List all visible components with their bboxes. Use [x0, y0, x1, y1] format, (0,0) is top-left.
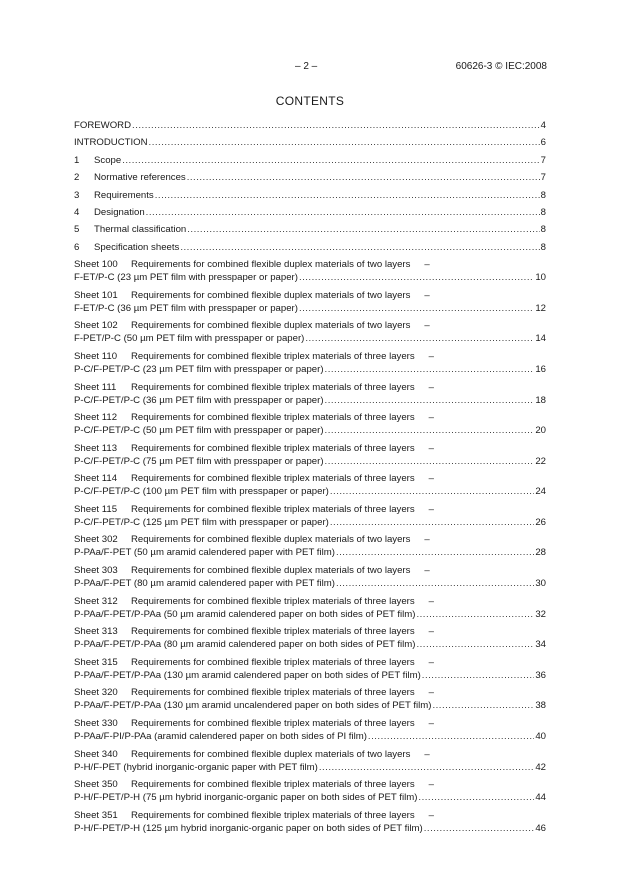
toc-sheet-title-line: [74, 748, 546, 761]
toc-sheet-id: Sheet 315: [74, 656, 118, 668]
toc-leader-dots: [180, 241, 539, 254]
toc-sheet-entry[interactable]: [74, 350, 546, 376]
toc-sheet-dash: –: [428, 718, 435, 730]
toc-leader-dots: [336, 546, 534, 559]
toc-sheet-title: Requirements for combined flexible duplex materials of two layers: [131, 289, 411, 301]
toc-sheet-sub-line: [74, 669, 546, 682]
toc-page-number: 8: [540, 189, 546, 201]
toc-sheet-title-line: [74, 472, 546, 485]
toc-sheet-dash: –: [428, 350, 435, 362]
toc-sheet-title-line: [74, 809, 546, 822]
toc-sheet-entry[interactable]: [74, 717, 546, 743]
toc-sheet-entry[interactable]: [74, 564, 546, 590]
toc-section-entry[interactable]: [74, 189, 546, 206]
toc-section-number: 6: [74, 241, 80, 253]
toc-section-entry[interactable]: [74, 223, 546, 240]
contents-title: CONTENTS: [275, 94, 345, 108]
toc-leader-dots: [149, 136, 540, 149]
toc-section-label: Normative references: [94, 172, 186, 184]
toc-section-entry[interactable]: [74, 206, 546, 223]
toc-page-number: 20: [535, 425, 546, 437]
toc-sheet-subtitle: P-H/F-PET (hybrid inorganic-organic paper with PET film): [74, 761, 318, 773]
toc-sheet-subtitle: P-PAa/F-PET (80 µm aramid calendered paper with PET film): [74, 578, 335, 590]
toc-section-label: Thermal classification: [94, 224, 187, 236]
toc-sheet-entry[interactable]: [74, 289, 546, 315]
toc-page-number: 30: [535, 578, 546, 590]
toc-section-number: 2: [74, 172, 80, 184]
toc-leader-dots: [325, 394, 535, 407]
toc-sheet-sub-line: [74, 271, 546, 284]
toc-page-number: 4: [540, 120, 546, 131]
toc-sheet-title-line: [74, 442, 546, 455]
toc-sheet-id: Sheet 112: [74, 412, 118, 424]
toc-sheet-sub-line: [74, 730, 546, 743]
toc-page-number: 8: [540, 224, 546, 236]
toc-sheet-sub-line: [74, 485, 546, 498]
toc-section-entry[interactable]: [74, 171, 546, 188]
toc-sheet-entry[interactable]: [74, 472, 546, 498]
toc-sheet-dash: –: [424, 748, 430, 760]
toc-section-entry[interactable]: [74, 241, 546, 258]
toc-sheet-id: Sheet 320: [74, 687, 118, 699]
toc-sheet-title-line: [74, 350, 546, 363]
toc-sheet-title-line: [74, 778, 546, 791]
toc-sheet-title: Requirements for combined flexible triplex materials of three layers: [131, 503, 415, 515]
toc-sheet-dash: –: [424, 565, 430, 577]
toc-leader-dots: [418, 791, 534, 804]
toc-page-number: 10: [535, 272, 546, 284]
page-number: – 2 –: [295, 61, 318, 72]
toc-page-number: 7: [540, 154, 546, 166]
toc-leader-dots: [330, 516, 534, 529]
toc-sheet-sub-line: [74, 332, 546, 345]
toc-leader-dots: [187, 171, 540, 184]
toc-sheet-title: Requirements for combined flexible triplex materials of three layers: [131, 779, 415, 791]
toc-leader-dots: [325, 424, 535, 437]
toc-sheet-sub-line: [74, 302, 546, 315]
toc-sheet-sub-line: [74, 455, 546, 468]
toc-sheet-title: Requirements for combined flexible triplex materials of three layers: [131, 381, 415, 393]
toc-entry[interactable]: [74, 136, 546, 153]
toc-page-number: 44: [535, 792, 546, 804]
toc-sheet-entry[interactable]: [74, 258, 546, 284]
toc-sheet-id: Sheet 312: [74, 595, 118, 607]
toc-leader-dots: [416, 638, 534, 651]
toc-sheet-id: Sheet 351: [74, 809, 118, 821]
toc-sheet-dash: –: [428, 687, 435, 699]
toc-sheet-title-line: [74, 503, 546, 516]
toc-sheet-title-line: [74, 258, 546, 271]
toc-leader-dots: [122, 154, 539, 167]
toc-sheet-subtitle: P-PAa/F-PET/P-PAa (130 µm aramid uncalendered paper on both sides of PET film): [74, 700, 432, 712]
toc-sheet-dash: –: [428, 503, 435, 515]
toc-sheet-title: Requirements for combined flexible triplex materials of three layers: [131, 718, 415, 730]
toc-sheet-id: Sheet 302: [74, 534, 118, 546]
toc-sheet-sub-line: [74, 577, 546, 590]
toc-sheet-subtitle: P-PAa/F-PET/P-PAa (80 µm aramid calendered paper on both sides of PET film): [74, 639, 416, 651]
toc-sheet-title-line: [74, 717, 546, 730]
toc-sheet-subtitle: P-PAa/F-PET/P-PAa (130 µm aramid calendered paper on both sides of PET film): [74, 669, 421, 681]
toc-section-number: 1: [74, 154, 80, 166]
toc-page-number: 38: [535, 700, 546, 712]
toc-sheet-dash: –: [424, 534, 430, 546]
toc-page-number: 32: [535, 608, 546, 620]
toc-leader-dots: [325, 455, 535, 468]
toc-page-number: 36: [535, 669, 546, 681]
toc-section-entry[interactable]: [74, 154, 546, 171]
toc-sheet-entry[interactable]: [74, 625, 546, 651]
toc-leader-dots: [187, 223, 539, 236]
toc-sheet-title: Requirements for combined flexible triplex materials of three layers: [131, 473, 415, 485]
toc-sheet-title-line: [74, 686, 546, 699]
toc-page-number: 8: [540, 241, 546, 253]
toc-sheet-title: Requirements for combined flexible triplex materials of three layers: [131, 626, 415, 638]
toc-sheet-title-line: [74, 656, 546, 669]
toc-sheet-id: Sheet 313: [74, 626, 118, 638]
document-reference: 60626-3 © IEC:2008: [455, 61, 547, 72]
toc-sheet-sub-line: [74, 638, 546, 651]
toc-sheet-dash: –: [428, 626, 435, 638]
toc-sheet-subtitle: P-PAa/F-PET (50 µm aramid calendered paper with PET film): [74, 547, 335, 559]
toc-leader-dots: [299, 302, 534, 315]
table-of-contents: [74, 119, 546, 839]
toc-sheet-title-line: [74, 595, 546, 608]
toc-sheet-dash: –: [428, 442, 435, 454]
toc-sheet-sub-line: [74, 822, 546, 835]
toc-sheet-sub-line: [74, 394, 546, 407]
toc-page-number: 34: [535, 639, 546, 651]
toc-sheet-sub-line: [74, 363, 546, 376]
toc-sheet-title: Requirements for combined flexible triplex materials of three layers: [131, 687, 415, 699]
toc-sheet-title-line: [74, 381, 546, 394]
toc-sheet-subtitle: P-C/F-PET/P-C (50 µm PET film with presspaper or paper): [74, 425, 324, 437]
toc-entry[interactable]: [74, 119, 546, 136]
toc-sheet-subtitle: P-C/F-PET/P-C (125 µm PET film with presspaper or paper): [74, 516, 329, 528]
toc-sheet-id: Sheet 350: [74, 779, 118, 791]
toc-sheet-entry[interactable]: [74, 748, 546, 774]
toc-sheet-sub-line: [74, 699, 546, 712]
toc-sheet-subtitle: F-ET/P-C (23 µm PET film with presspaper or paper): [74, 272, 298, 284]
toc-sheet-title: Requirements for combined flexible duplex materials of two layers: [131, 259, 411, 271]
toc-sheet-subtitle: P-C/F-PET/P-C (75 µm PET film with presspaper or paper): [74, 455, 324, 467]
toc-sheet-subtitle: P-H/F-PET/P-H (125 µm hybrid inorganic-organic paper on both sides of PET film): [74, 822, 423, 834]
toc-sheet-entry[interactable]: [74, 656, 546, 682]
toc-sheet-subtitle: P-C/F-PET/P-C (23 µm PET film with presspaper or paper): [74, 363, 324, 375]
toc-sheet-dash: –: [428, 809, 435, 821]
toc-sheet-id: Sheet 110: [74, 350, 118, 362]
toc-entry-label: INTRODUCTION: [74, 137, 148, 149]
toc-sheet-title-line: [74, 319, 546, 332]
toc-leader-dots: [368, 730, 534, 743]
toc-sheet-title-line: [74, 533, 546, 546]
toc-sheet-title: Requirements for combined flexible triplex materials of three layers: [131, 412, 415, 424]
toc-sheet-entry[interactable]: [74, 533, 546, 559]
toc-page-number: 6: [540, 137, 546, 149]
toc-sheet-entry[interactable]: [74, 686, 546, 712]
toc-page-number: 46: [535, 822, 546, 834]
toc-sheet-id: Sheet 101: [74, 289, 118, 301]
toc-sheet-id: Sheet 102: [74, 320, 118, 332]
toc-leader-dots: [416, 608, 534, 621]
toc-sheet-title: Requirements for combined flexible triplex materials of three layers: [131, 350, 415, 362]
toc-sheet-dash: –: [424, 289, 430, 301]
toc-entry-label: FOREWORD: [74, 120, 132, 131]
toc-sheet-id: Sheet 340: [74, 748, 118, 760]
toc-sheet-title: Requirements for combined flexible duplex materials of two layers: [131, 565, 411, 577]
toc-sheet-title-line: [74, 564, 546, 577]
toc-section-number: 4: [74, 206, 80, 218]
toc-leader-dots: [325, 363, 535, 376]
toc-leader-dots: [330, 485, 534, 498]
toc-sheet-dash: –: [428, 473, 435, 485]
toc-leader-dots: [319, 761, 534, 774]
toc-sheet-sub-line: [74, 546, 546, 559]
toc-page-number: 14: [535, 333, 546, 345]
toc-sheet-id: Sheet 113: [74, 442, 118, 454]
toc-sheet-subtitle: P-PAa/F-PET/P-PAa (50 µm aramid calendered paper on both sides of PET film): [74, 608, 416, 620]
toc-leader-dots: [132, 119, 540, 132]
toc-sheet-sub-line: [74, 761, 546, 774]
toc-section-label: Designation: [94, 206, 145, 218]
toc-page-number: 42: [535, 761, 546, 773]
toc-sheet-entry[interactable]: [74, 411, 546, 437]
toc-page-number: 40: [535, 731, 546, 743]
toc-section-label: Scope: [94, 154, 122, 166]
toc-section-number: 3: [74, 189, 80, 201]
toc-sheet-title: Requirements for combined flexible triplex materials of three layers: [131, 656, 415, 668]
toc-page-number: 18: [535, 394, 546, 406]
toc-section-label: Specification sheets: [94, 241, 180, 253]
toc-sheet-entry[interactable]: [74, 778, 546, 804]
page-header: [0, 61, 620, 75]
toc-sheet-id: Sheet 114: [74, 473, 118, 485]
toc-sheet-id: Sheet 111: [74, 381, 117, 393]
toc-sheet-dash: –: [428, 381, 435, 393]
toc-sheet-sub-line: [74, 608, 546, 621]
toc-sheet-dash: –: [424, 259, 430, 271]
toc-sheet-title: Requirements for combined flexible duplex materials of two layers: [131, 534, 411, 546]
toc-sheet-subtitle: P-H/F-PET/P-H (75 µm hybrid inorganic-organic paper on both sides of PET film): [74, 792, 418, 804]
toc-sheet-title-line: [74, 625, 546, 638]
toc-sheet-id: Sheet 330: [74, 718, 118, 730]
toc-leader-dots: [424, 822, 535, 835]
toc-leader-dots: [299, 271, 534, 284]
toc-section-label: Requirements: [94, 189, 154, 201]
toc-page-number: 22: [535, 455, 546, 467]
toc-leader-dots: [336, 577, 534, 590]
toc-sheet-title: Requirements for combined flexible triplex materials of three layers: [131, 595, 415, 607]
toc-sheet-dash: –: [424, 320, 430, 332]
toc-sheet-title-line: [74, 289, 546, 302]
toc-sheet-id: Sheet 303: [74, 565, 118, 577]
toc-leader-dots: [432, 699, 534, 712]
toc-sheet-dash: –: [428, 779, 435, 791]
toc-sheet-entry[interactable]: [74, 319, 546, 345]
toc-page-number: 12: [535, 302, 546, 314]
toc-sheet-entry[interactable]: [74, 503, 546, 529]
toc-sheet-title: Requirements for combined flexible duplex materials of two layers: [131, 320, 411, 332]
toc-sheet-dash: –: [428, 656, 435, 668]
toc-sheet-subtitle: F-ET/P-C (36 µm PET film with presspaper or paper): [74, 302, 298, 314]
toc-page-number: 28: [535, 547, 546, 559]
toc-section-number: 5: [74, 224, 80, 236]
toc-sheet-sub-line: [74, 791, 546, 804]
toc-leader-dots: [146, 206, 540, 219]
toc-sheet-title: Requirements for combined flexible triplex materials of three layers: [131, 809, 415, 821]
toc-sheet-id: Sheet 115: [74, 503, 118, 515]
toc-sheet-sub-line: [74, 424, 546, 437]
toc-page-number: 16: [535, 363, 546, 375]
toc-page-number: 24: [535, 486, 546, 498]
toc-page-number: 8: [540, 206, 546, 218]
toc-sheet-title: Requirements for combined flexible duplex materials of two layers: [131, 748, 411, 760]
toc-sheet-subtitle: P-C/F-PET/P-C (100 µm PET film with presspaper or paper): [74, 486, 329, 498]
toc-sheet-subtitle: F-PET/P-C (50 µm PET film with presspaper or paper): [74, 333, 305, 345]
toc-leader-dots: [305, 332, 534, 345]
toc-page-number: 7: [540, 172, 546, 184]
toc-sheet-entry[interactable]: [74, 595, 546, 621]
toc-sheet-entry[interactable]: [74, 442, 546, 468]
toc-sheet-dash: –: [428, 412, 435, 424]
toc-sheet-title-line: [74, 411, 546, 424]
toc-sheet-dash: –: [428, 595, 435, 607]
toc-page-number: 26: [535, 516, 546, 528]
toc-leader-dots: [155, 189, 540, 202]
toc-sheet-sub-line: [74, 516, 546, 529]
toc-sheet-subtitle: P-C/F-PET/P-C (36 µm PET film with presspaper or paper): [74, 394, 324, 406]
toc-sheet-subtitle: P-PAa/F-PI/P-PAa (aramid calendered paper on both sides of PI film): [74, 731, 367, 743]
toc-leader-dots: [422, 669, 535, 682]
toc-sheet-id: Sheet 100: [74, 259, 118, 271]
toc-sheet-entry[interactable]: [74, 381, 546, 407]
toc-sheet-title: Requirements for combined flexible triplex materials of three layers: [131, 442, 415, 454]
toc-sheet-entry[interactable]: [74, 809, 546, 835]
